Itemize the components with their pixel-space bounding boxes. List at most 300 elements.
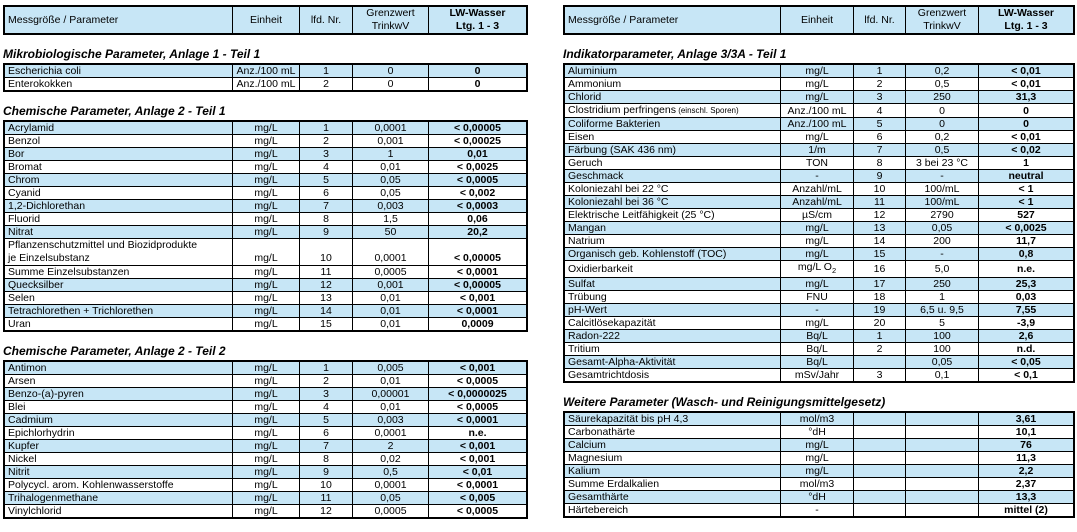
value-cell: < 1 — [979, 196, 1075, 209]
value-cell: < 0,01 — [979, 78, 1075, 91]
parameter-cell: Gesamtrichtdosis — [564, 369, 781, 383]
parameter-table — [563, 411, 1075, 518]
unit-cell: mg/L — [781, 91, 854, 104]
number-cell — [854, 452, 906, 465]
limit-cell: 0,0001 — [353, 427, 429, 440]
parameter-cell: Escherichia coli — [4, 64, 233, 78]
parameter-cell: Benzo-(a)-pyren — [4, 388, 233, 401]
table-row — [4, 135, 527, 148]
value-cell: n.e. — [429, 427, 528, 440]
unit-cell: Bq/L — [781, 330, 854, 343]
table-row — [564, 91, 1074, 104]
parameter-cell: Trübung — [564, 291, 781, 304]
limit-cell: - — [906, 170, 979, 183]
unit-cell: mg/L — [233, 318, 300, 332]
value-cell: 2,6 — [979, 330, 1075, 343]
table-row — [564, 491, 1074, 504]
limit-cell — [906, 491, 979, 504]
table-row — [564, 144, 1074, 157]
unit-cell: Anzahl/mL — [781, 196, 854, 209]
limit-cell: 0,0001 — [353, 239, 429, 266]
number-cell: 2 — [854, 78, 906, 91]
unit-cell: - — [781, 504, 854, 518]
parameter-cell: Ammonium — [564, 78, 781, 91]
value-cell: 0,8 — [979, 248, 1075, 261]
value-cell: < 0,0001 — [429, 414, 528, 427]
header-limit — [353, 6, 429, 34]
unit-cell: Bq/L — [781, 356, 854, 369]
number-cell: 1 — [854, 64, 906, 78]
number-cell: 3 — [854, 369, 906, 383]
table-row — [564, 330, 1074, 343]
value-cell: < 0,0005 — [429, 401, 528, 414]
value-cell: < 0,00005 — [429, 279, 528, 292]
limit-cell — [906, 412, 979, 426]
table-row — [4, 292, 527, 305]
number-cell: 2 — [854, 343, 906, 356]
unit-cell: Anz./100 mL — [233, 64, 300, 78]
limit-cell: 0,00001 — [353, 388, 429, 401]
unit-cell: mg/L — [781, 317, 854, 330]
number-cell — [854, 356, 906, 369]
limit-cell: 5 — [906, 317, 979, 330]
parameter-cell: Magnesium — [564, 452, 781, 465]
number-cell: 9 — [300, 466, 353, 479]
number-cell: 16 — [854, 261, 906, 278]
table-row — [4, 148, 527, 161]
value-cell: < 0,001 — [429, 440, 528, 453]
number-cell: 2 — [300, 135, 353, 148]
unit-cell: mg/L — [233, 200, 300, 213]
table-row — [564, 343, 1074, 356]
limit-cell: 2790 — [906, 209, 979, 222]
unit-cell: mg/L — [781, 439, 854, 452]
table-row — [564, 118, 1074, 131]
number-cell: 1 — [300, 64, 353, 78]
section-title: Weitere Parameter (Wasch- und Reinigungsmittelgesetz) — [563, 395, 886, 410]
limit-cell: 0,01 — [353, 318, 429, 332]
number-cell: 12 — [300, 505, 353, 519]
unit-cell: mg/L — [781, 78, 854, 91]
unit-cell: mg/L — [233, 466, 300, 479]
value-cell: 527 — [979, 209, 1075, 222]
number-cell: 4 — [854, 104, 906, 118]
table-row — [564, 452, 1074, 465]
value-cell: < 0,0005 — [429, 174, 528, 187]
value-cell: < 0,0005 — [429, 505, 528, 519]
value-cell: < 0,01 — [429, 466, 528, 479]
parameter-cell: Säurekapazität bis pH 4,3 — [564, 412, 781, 426]
parameter-cell: Vinylchlorid — [4, 505, 233, 519]
limit-cell: 0,2 — [906, 64, 979, 78]
number-cell: 6 — [300, 427, 353, 440]
parameter-cell: Färbung (SAK 436 nm) — [564, 144, 781, 157]
header-limit-line2: TrinkwV — [923, 20, 961, 32]
value-cell: < 0,0003 — [429, 200, 528, 213]
number-cell: 14 — [854, 235, 906, 248]
limit-cell: 0,05 — [353, 492, 429, 505]
number-cell — [854, 504, 906, 518]
number-cell: 5 — [300, 414, 353, 427]
table-row — [4, 266, 527, 279]
unit-cell: mol/m3 — [781, 478, 854, 491]
parameter-cell: Coliforme Bakterien — [564, 118, 781, 131]
header-limit-line1: Grenzwert — [917, 7, 967, 19]
value-cell: neutral — [979, 170, 1075, 183]
table-row — [564, 426, 1074, 439]
number-cell: 7 — [300, 440, 353, 453]
parameter-cell: Cadmium — [4, 414, 233, 427]
value-cell: 11,3 — [979, 452, 1075, 465]
parameter-cell: Nitrat — [4, 226, 233, 239]
number-cell: 4 — [300, 161, 353, 174]
value-cell: < 0,0001 — [429, 266, 528, 279]
value-cell: < 0,1 — [979, 369, 1075, 383]
table-row — [4, 453, 527, 466]
number-cell: 2 — [300, 375, 353, 388]
header-value — [979, 6, 1075, 34]
number-cell: 11 — [300, 492, 353, 505]
parameter-cell: Clostridium perfringens (einschl. Sporen) — [564, 104, 781, 118]
value-cell: < 0,001 — [429, 453, 528, 466]
value-cell: n.e. — [979, 261, 1075, 278]
parameter-cell: Gesamthärte — [564, 491, 781, 504]
table-row — [564, 465, 1074, 478]
value-cell: 13,3 — [979, 491, 1075, 504]
limit-cell: 1,5 — [353, 213, 429, 226]
section-title: Chemische Parameter, Anlage 2 - Teil 1 — [3, 104, 226, 118]
limit-cell: 0 — [906, 104, 979, 118]
table-row — [564, 64, 1074, 78]
table-row — [4, 121, 527, 135]
value-cell: 7,55 — [979, 304, 1075, 317]
value-cell: < 1 — [979, 183, 1075, 196]
parameter-cell: Calcium — [564, 439, 781, 452]
parameter-cell: Acrylamid — [4, 121, 233, 135]
table-row — [564, 504, 1074, 518]
unit-cell: °dH — [781, 491, 854, 504]
parameter-cell: Härtebereich — [564, 504, 781, 518]
number-cell: 10 — [300, 239, 353, 266]
limit-cell: 0,05 — [906, 356, 979, 369]
parameter-cell: Fluorid — [4, 213, 233, 226]
number-cell — [854, 439, 906, 452]
number-cell: 13 — [854, 222, 906, 235]
limit-cell: 100 — [906, 330, 979, 343]
limit-cell: 0,5 — [353, 466, 429, 479]
value-cell: < 0,00005 — [429, 121, 528, 135]
unit-cell: - — [781, 170, 854, 183]
number-cell — [854, 478, 906, 491]
unit-cell: mg/L $O_2$ — [781, 261, 854, 278]
value-cell: < 0,0025 — [429, 161, 528, 174]
number-cell: 14 — [300, 305, 353, 318]
table-row — [564, 222, 1074, 235]
value-cell: 3,61 — [979, 412, 1075, 426]
table-row — [564, 131, 1074, 144]
parameter-cell: Selen — [4, 292, 233, 305]
number-cell: 5 — [300, 174, 353, 187]
parameter-cell: Nickel — [4, 453, 233, 466]
number-cell — [854, 412, 906, 426]
number-cell: 1 — [300, 361, 353, 375]
unit-cell: mg/L — [781, 278, 854, 291]
table-row — [4, 440, 527, 453]
value-cell: < 0,0001 — [429, 305, 528, 318]
table-row — [564, 369, 1074, 383]
limit-cell: 0,01 — [353, 161, 429, 174]
number-cell: 1 — [854, 330, 906, 343]
header-parameter: Messgröße / Parameter — [564, 6, 781, 34]
unit-cell: mg/L — [781, 131, 854, 144]
parameter-cell: pH-Wert — [564, 304, 781, 317]
header-limit — [906, 6, 979, 34]
number-cell: 7 — [300, 200, 353, 213]
parameter-table — [563, 63, 1075, 383]
parameter-cell: Eisen — [564, 131, 781, 144]
value-cell: < 0,01 — [979, 64, 1075, 78]
number-cell — [854, 465, 906, 478]
limit-cell: 1 — [353, 148, 429, 161]
section-title: Chemische Parameter, Anlage 2 - Teil 2 — [3, 344, 226, 358]
unit-cell: mg/L — [233, 453, 300, 466]
parameter-cell: Carbonathärte — [564, 426, 781, 439]
table-row — [564, 78, 1074, 91]
table-row — [4, 78, 527, 92]
value-cell: < 0,0005 — [429, 375, 528, 388]
limit-cell: 100/mL — [906, 183, 979, 196]
header-number: lfd. Nr. — [854, 6, 906, 34]
table-row — [564, 478, 1074, 491]
value-cell: 0,06 — [429, 213, 528, 226]
value-cell: 11,7 — [979, 235, 1075, 248]
table-row — [4, 64, 527, 78]
unit-cell: mg/L — [233, 479, 300, 492]
limit-cell — [906, 465, 979, 478]
value-cell: < 0,0001 — [429, 479, 528, 492]
limit-cell: 0 — [353, 64, 429, 78]
table-row — [564, 317, 1074, 330]
value-cell: 0 — [429, 64, 528, 78]
header-value — [429, 6, 528, 34]
table-row — [564, 157, 1074, 170]
value-cell: 31,3 — [979, 91, 1075, 104]
limit-cell: 0 — [353, 78, 429, 92]
header-limit-line2: TrinkwV — [371, 20, 410, 32]
parameter-cell: Enterokokken — [4, 78, 233, 92]
table-row — [4, 239, 527, 266]
table-row — [564, 439, 1074, 452]
table-row — [4, 361, 527, 375]
parameter-table — [3, 63, 528, 92]
table-row — [4, 279, 527, 292]
value-cell: 25,3 — [979, 278, 1075, 291]
table-row — [564, 412, 1074, 426]
number-cell: 12 — [854, 209, 906, 222]
limit-cell: 3 bei 23 °C — [906, 157, 979, 170]
parameter-cell: Aluminium — [564, 64, 781, 78]
limit-cell: 0,001 — [353, 279, 429, 292]
unit-cell: - — [781, 304, 854, 317]
limit-cell: 0,0001 — [353, 479, 429, 492]
table-row — [564, 235, 1074, 248]
number-cell — [854, 426, 906, 439]
unit-cell: 1/m — [781, 144, 854, 157]
value-cell: < 0,001 — [429, 361, 528, 375]
parameter-cell: Arsen — [4, 375, 233, 388]
table-row — [564, 291, 1074, 304]
unit-cell: mg/L — [233, 375, 300, 388]
unit-cell: mg/L — [233, 305, 300, 318]
limit-cell: 50 — [353, 226, 429, 239]
left-column — [3, 5, 528, 519]
number-cell: 8 — [854, 157, 906, 170]
number-cell: 9 — [854, 170, 906, 183]
table-row — [4, 479, 527, 492]
limit-cell: 0,01 — [353, 401, 429, 414]
limit-cell: 2 — [353, 440, 429, 453]
table-row — [4, 414, 527, 427]
number-cell: 12 — [300, 279, 353, 292]
parameter-cell: Sulfat — [564, 278, 781, 291]
limit-cell: 0,05 — [353, 174, 429, 187]
header-number: lfd. Nr. — [300, 6, 353, 34]
parameter-cell: Mangan — [564, 222, 781, 235]
number-cell: 10 — [300, 479, 353, 492]
parameter-cell: Oxidierbarkeit — [564, 261, 781, 278]
left-sections — [3, 47, 528, 519]
number-cell: 4 — [300, 401, 353, 414]
parameter-cell: Bromat — [4, 161, 233, 174]
table-row — [4, 505, 527, 519]
number-cell: 11 — [854, 196, 906, 209]
parameter-cell: Pflanzenschutzmittel und Biozidprodukte je Einzelsubstanz — [4, 239, 233, 266]
value-cell: n.d. — [979, 343, 1075, 356]
limit-cell: 1 — [906, 291, 979, 304]
parameter-cell: Elektrische Leitfähigkeit (25 °C) — [564, 209, 781, 222]
limit-cell: 0,05 — [906, 222, 979, 235]
table-row — [564, 248, 1074, 261]
limit-cell — [906, 478, 979, 491]
number-cell: 8 — [300, 213, 353, 226]
table-row — [564, 304, 1074, 317]
parameter-cell: Polycycl. arom. Kohlenwasserstoffe — [4, 479, 233, 492]
unit-cell: mg/L — [233, 505, 300, 519]
number-cell: 5 — [854, 118, 906, 131]
number-cell: 17 — [854, 278, 906, 291]
number-cell: 6 — [300, 187, 353, 200]
right-column — [563, 5, 1075, 518]
value-cell: 0 — [979, 118, 1075, 131]
table-row — [4, 174, 527, 187]
limit-cell: 0,0005 — [353, 505, 429, 519]
number-cell: 3 — [854, 91, 906, 104]
parameter-cell: Chlorid — [564, 91, 781, 104]
value-cell: < 0,00005 — [429, 239, 528, 266]
limit-cell: 6,5 u. 9,5 — [906, 304, 979, 317]
header-unit: Einheit — [233, 6, 300, 34]
limit-cell: 250 — [906, 91, 979, 104]
unit-cell: mg/L — [233, 292, 300, 305]
parameter-cell: Koloniezahl bei 36 °C — [564, 196, 781, 209]
number-cell: 10 — [854, 183, 906, 196]
unit-cell: TON — [781, 157, 854, 170]
value-cell: 76 — [979, 439, 1075, 452]
limit-cell: 0,1 — [906, 369, 979, 383]
value-cell: 1 — [979, 157, 1075, 170]
value-cell: 0,03 — [979, 291, 1075, 304]
unit-cell: µS/cm — [781, 209, 854, 222]
parameter-cell: Radon-222 — [564, 330, 781, 343]
unit-cell: mg/L — [233, 226, 300, 239]
value-cell: 2,37 — [979, 478, 1075, 491]
section-title: Indikatorparameter, Anlage 3/3A - Teil 1 — [563, 47, 787, 61]
number-cell: 15 — [300, 318, 353, 332]
header-row — [564, 6, 1074, 34]
parameter-cell: Nitrit — [4, 466, 233, 479]
number-cell: 2 — [300, 78, 353, 92]
limit-cell: 0,2 — [906, 131, 979, 144]
limit-cell: 0,0005 — [353, 266, 429, 279]
table-row — [4, 161, 527, 174]
table-row — [4, 187, 527, 200]
limit-cell: 0,003 — [353, 414, 429, 427]
table-row — [4, 388, 527, 401]
table-row — [4, 318, 527, 332]
limit-cell: 5,0 — [906, 261, 979, 278]
table-row — [4, 427, 527, 440]
unit-cell: mg/L — [233, 239, 300, 266]
parameter-cell: Natrium — [564, 235, 781, 248]
unit-cell: Bq/L — [781, 343, 854, 356]
unit-cell: mg/L — [233, 187, 300, 200]
parameter-table — [3, 360, 528, 519]
unit-cell: mg/L — [233, 161, 300, 174]
value-cell: -3,9 — [979, 317, 1075, 330]
number-cell: 7 — [854, 144, 906, 157]
table-row — [4, 492, 527, 505]
limit-cell: 0,003 — [353, 200, 429, 213]
limit-cell: 0,02 — [353, 453, 429, 466]
parameter-cell: Cyanid — [4, 187, 233, 200]
value-cell: < 0,005 — [429, 492, 528, 505]
number-cell: 9 — [300, 226, 353, 239]
number-cell: 3 — [300, 388, 353, 401]
value-cell: < 0,002 — [429, 187, 528, 200]
table-row — [4, 466, 527, 479]
header-unit: Einheit — [781, 6, 854, 34]
limit-cell: 0,01 — [353, 292, 429, 305]
unit-cell: mg/L — [781, 222, 854, 235]
value-cell: 0,01 — [429, 148, 528, 161]
table-row — [4, 305, 527, 318]
unit-cell: mg/L — [781, 64, 854, 78]
value-cell: < 0,01 — [979, 131, 1075, 144]
number-cell: 18 — [854, 291, 906, 304]
unit-cell: Anz./100 mL — [233, 78, 300, 92]
header-value-line1: LW-Wasser — [998, 7, 1054, 19]
unit-cell: mg/L — [233, 135, 300, 148]
parameter-cell: Trihalogenmethane — [4, 492, 233, 505]
value-cell: < 0,001 — [429, 292, 528, 305]
unit-cell: mg/L — [233, 174, 300, 187]
parameter-cell: Organisch geb. Kohlenstoff (TOC) — [564, 248, 781, 261]
parameter-note: (einschl. Sporen) — [675, 106, 739, 115]
number-cell: 1 — [300, 121, 353, 135]
value-cell: 10,1 — [979, 426, 1075, 439]
value-cell: < 0,00025 — [429, 135, 528, 148]
parameter-cell: Epichlorhydrin — [4, 427, 233, 440]
